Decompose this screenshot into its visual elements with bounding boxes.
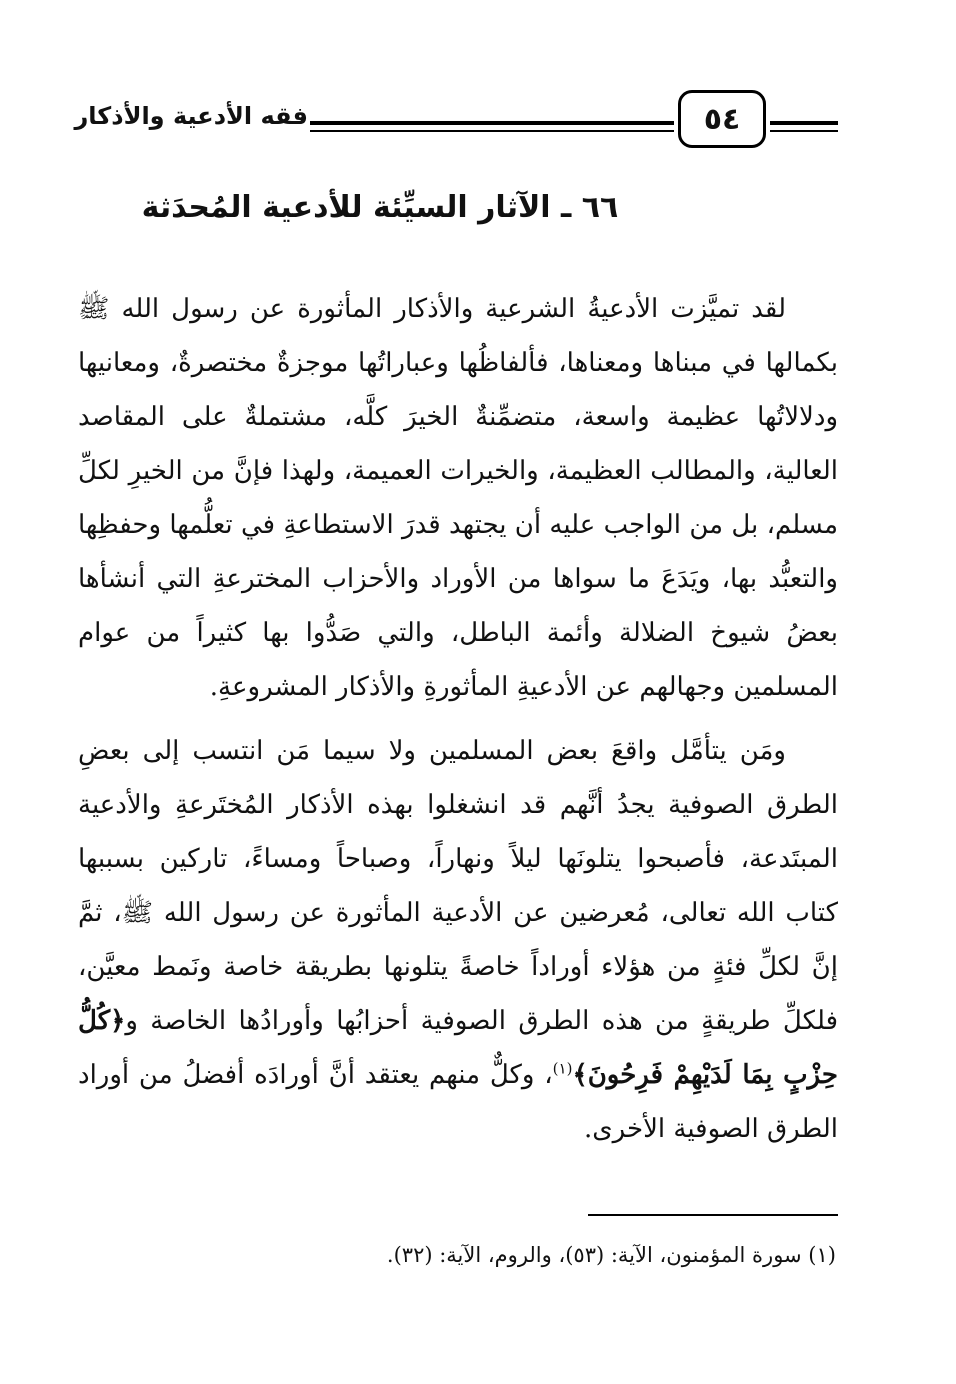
section-heading: ٦٦ ـ الآثار السيِّئة للأدعية المُحدَثة — [141, 190, 619, 225]
paragraph-1: لقد تميَّزت الأدعيةُ الشرعية والأذكار المأثورة عن رسول الله ﷺ بكمالها في مبناها ومعناها، فألفاظُها وعباراتُها موجزةٌ مختصرةٌ، ومعانيها ودلالاتُها عظيمة واسعة، متضمِّنةٌ الخيرَ كلَّه، مشتملةٌ على المقاصد العالية، والمطالب العظيمة، والخيرات العميمة، ولهذا فإنَّ من الخيرِ لكلِّ مسلم، بل من الواجب عليه أن يجتهد قدرَ الاستطاعةِ في تعلُّمها وحفظِها والتعبُّد بها، ويَدَعَ ما سواها من الأوراد والأحزاب المخترعةِ التي أنشأها بعضُ شيوخ الضلالة وأئمة الباطل، والتي صَدُّوا بها كثيراً من عوام المسلمين وجهالهم عن الأدعيةِ المأثورةِ والأذكار المشروعةِ. — [78, 294, 838, 702]
page-number: ٥٤ — [678, 90, 766, 148]
page-header — [74, 86, 838, 158]
running-title: فقه الأدعية والأذكار — [74, 102, 308, 130]
header-rule-right-thick — [770, 121, 838, 125]
header-rule-left-thin — [310, 130, 674, 132]
paragraph-2-ending: ، وكلٌّ منهم يعتقد أنَّ أورادَه أفضلُ من أوراد الطرق الصوفية الأخرى. — [78, 1060, 838, 1144]
footnote-divider — [588, 1214, 838, 1216]
header-rule-left-thick — [310, 121, 674, 125]
body-text — [78, 282, 838, 1156]
paragraph-2 — [78, 724, 838, 1156]
footnote-1: (١) سورة المؤمنون، الآية: (٥٣)، والروم، الآية: (٣٢). — [386, 1243, 836, 1267]
paragraph-2-text: ومَن يتأمَّل واقعَ بعض المسلمين ولا سيما مَن انتسب إلى بعضِ الطرق الصوفية يجدُ أنَّهم قد انشغلوا بهذه الأذكار المُختَرعةِ والأدعية المبتَدعة، فأصبحوا يتلونَها ليلاً ونهاراً، وصباحاً ومساءً، تاركين بسببها كتاب الله تعالى، مُعرضين عن الأدعية المأثورة عن رسول الله ﷺ، ثمَّ إنَّ لكلِّ فئةٍ من هؤلاء أوراداً خاصةً يتلونها بطريقة خاصة ونَمط معيَّن، فلكلِّ طريقةٍ من هذه الطرق الصوفية أحزابُها وأورادُها الخاصة و — [78, 736, 838, 1036]
header-rule-right-thin — [770, 130, 838, 132]
footnote-reference: (١) — [552, 1059, 573, 1078]
quran-verse: ﴿كُلُّ حِزْبٍ بِمَا لَدَيْهِمْ فَرِحُونَ﴾ — [78, 1006, 838, 1090]
